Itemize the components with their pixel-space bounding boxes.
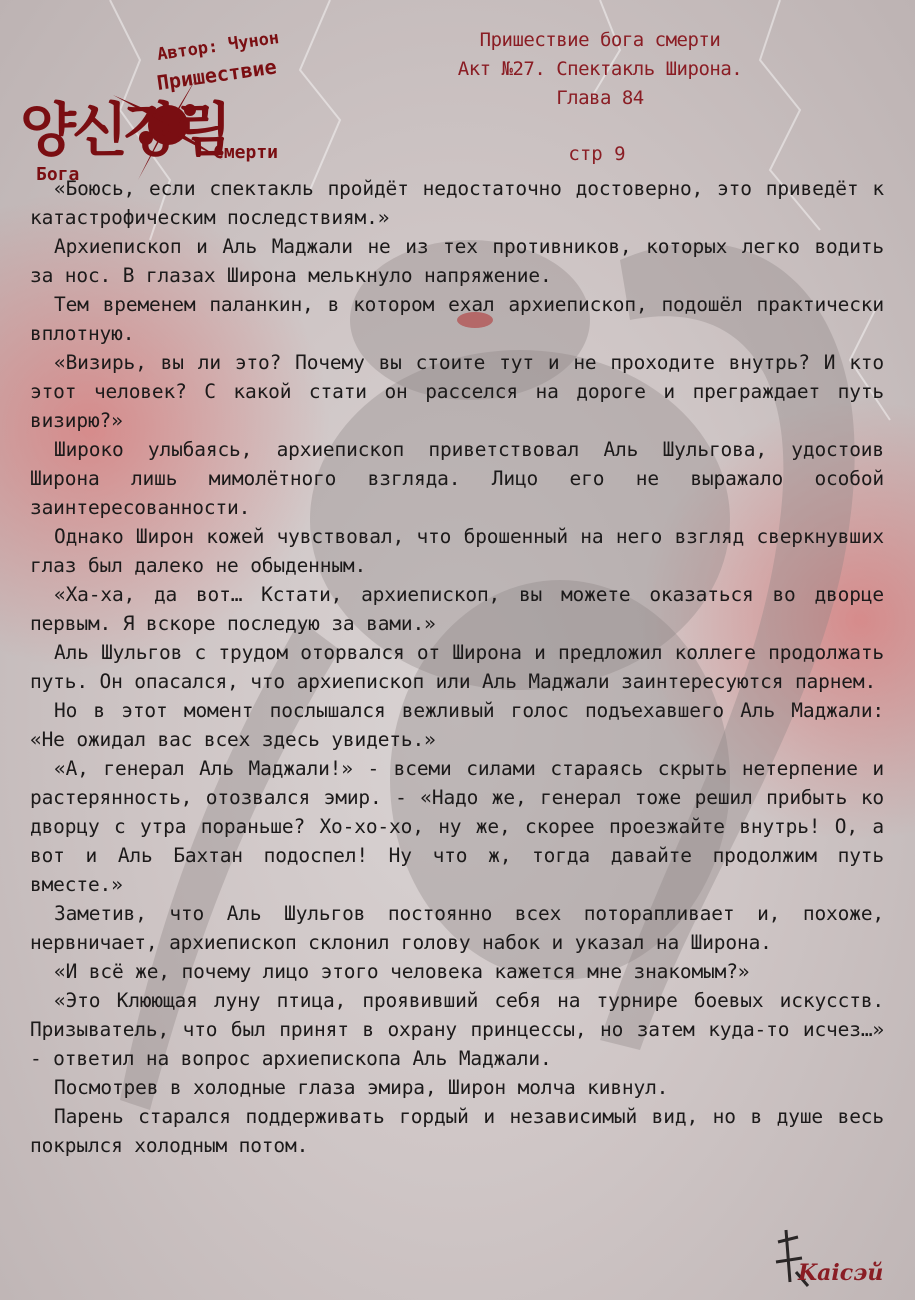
paragraph: Широко улыбаясь, архиепископ приветствовал Аль Шульгова, удостоив Широна лишь мимолётного взгляда. Лицо его не выражало особой заинтересованности. (30, 438, 884, 519)
chapter-header (400, 26, 800, 113)
logo-title-top: Пришествие (155, 54, 278, 95)
act-title: Акт №27. Спектакль Широна. (457, 58, 743, 80)
chapter-text (30, 174, 884, 1160)
logo-author: Автор: Чунон (155, 28, 281, 65)
watermark-text: Kaicэй (798, 1260, 884, 1286)
paragraph: «А, генерал Аль Маджали!» - всеми силами стараясь скрыть нетерпение и растерянность, отозвался эмир. - «Надо же, генерал тоже решил прибыть ко дворцу с утра пораньше? Хо-хо-хо, ну же, скорее проезжайте внутрь! О, а вот и Аль Бахтан подоспел! Ну что ж, тогда давайте продолжим путь вместе.» (30, 757, 884, 896)
chapter-number: Глава 84 (556, 87, 644, 109)
paragraph: Посмотрев в холодные глаза эмира, Широн молча кивнул. (54, 1076, 669, 1099)
translator-watermark (768, 1222, 888, 1292)
paragraph: Однако Широн кожей чувствовал, что брошенный на него взгляд сверкнувших глаз был далеко не обыденным. (30, 525, 884, 577)
paragraph: «Ха-ха, да вот… Кстати, архиепископ, вы можете оказаться во дворце первым. Я вскоре последую за вами.» (30, 583, 884, 635)
logo-title-korean: 양신강림 (20, 96, 229, 164)
paragraph: «Боюсь, если спектакль пройдёт недостаточно достоверно, это приведёт к катастрофическим последствиям.» (30, 177, 884, 229)
logo-word-right: Смерти (213, 142, 279, 163)
page-number: стр 9 (568, 143, 626, 165)
paragraph: Парень старался поддерживать гордый и независимый вид, но в душе весь покрылся холодным потом. (30, 1105, 884, 1157)
paragraph: «Визирь, вы ли это? Почему вы стоите тут и не проходите внутрь? И кто этот человек? С какой стати он расселся на дороге и преграждает путь визирю?» (30, 351, 884, 432)
paragraph: Архиепископ и Аль Маджали не из тех противников, которых легко водить за нос. В глазах Широна мелькнуло напряжение. (30, 235, 884, 287)
logo-word-left: Бога (36, 164, 80, 185)
paragraph: Но в этот момент послышался вежливый голос подъехавшего Аль Маджали: «Не ожидал вас всех здесь увидеть.» (30, 699, 884, 751)
paragraph: Заметив, что Аль Шульгов постоянно всех поторапливает и, похоже, нервничает, архиепископ склонил голову набок и указал на Широна. (30, 902, 884, 954)
paragraph: Тем временем паланкин, в котором ехал архиепископ, подошёл практически вплотную. (30, 293, 884, 345)
series-logo (18, 20, 318, 190)
series-title: Пришествие бога смерти (479, 29, 721, 51)
paragraph: Аль Шульгов с трудом оторвался от Широна и предложил коллеге продолжать путь. Он опасался, что архиепископ или Аль Маджали заинтересуются парнем. (30, 641, 884, 693)
paragraph: «И всё же, почему лицо этого человека кажется мне знакомым?» (54, 960, 750, 983)
paragraph: «Это Клюющая луну птица, проявивший себя на турнире боевых искусств. Призыватель, что был принят в охрану принцессы, но затем куда-то исчез…» - ответил на вопрос архиепископа Аль Маджали. (30, 989, 884, 1070)
